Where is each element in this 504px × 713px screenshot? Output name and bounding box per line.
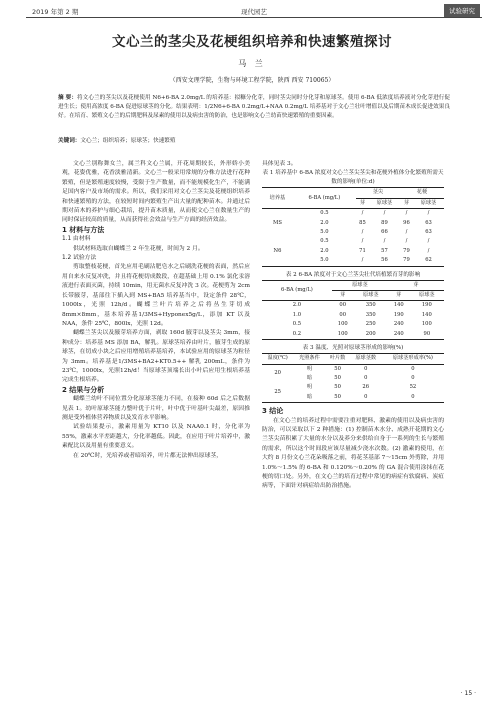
table-cell: 100 bbox=[337, 330, 348, 337]
table-row bbox=[262, 330, 444, 340]
table-cell: 100 bbox=[337, 321, 348, 328]
table-cell: 140 bbox=[393, 302, 404, 309]
page-number: · 15 · bbox=[460, 690, 476, 697]
table1-header-stalk: 花梗 bbox=[400, 188, 444, 198]
results-paragraph-1: 蝴蝶兰幼叶不同位置分化原球茎能力不同，在接种 60d 后之后数据见表 1。幼叶原球茎能力整叶优于片叶，叶中优于叶基叶尖最差，原因推测是受外植体营养物质以及发育水平影响。 bbox=[62, 396, 250, 421]
abstract-text: 将文心兰的茎尖以及花梗使用 N6+6-BA 2.0mg/L 的培养基：拟糠分化芽，同时茎尖同时分化芽和原球茎。使用 6-BA 低浓度培养液对分化芽进行促进生长；使用高浓度 6-BA 促进原球茎的分化。结果表明：1/2N6+6-BA 0.2mg/L+NAA 0.2mg/L 培养基对于文心兰壮叶增值以及后期苗木成长促进效果良好。在培育、繁殖文心兰的后期肥料及尿素的使用以及病虫害的防治，也是影响文心兰幼苗快速繁殖的重要因素。 bbox=[58, 95, 450, 119]
table-cell: / bbox=[361, 229, 364, 236]
table-cell: 62 bbox=[425, 257, 432, 264]
table-row bbox=[262, 383, 444, 392]
table-cell: MS bbox=[273, 219, 282, 226]
right-column bbox=[262, 160, 444, 492]
table-cell: 79 bbox=[403, 247, 410, 254]
continued-text: 具体见表 3。 bbox=[262, 161, 297, 167]
conclusion-paragraph: 在文心兰的培养过程中需要注重对肥料、激素的使用以及病虫害的防治，可以采取以下 2 种措施：(1) 控制苗木水分、成熟开花期的文心兰茎尖苗积累了大量的水分以及养分来供给自身于一系列的生长与繁殖的需求，所以这个时间段应该尽量减少浇水次数。(2) 激素的使用，在大约 8 月份文心兰花朵吸落之前，将花茎基部 7～15cm 外剪除，并用 1.0%～1.5% 的 6-BA 和 0.120%～0.20% 的 GA 混合使用涂抹在花梗的切口处。另外，在文心兰的培育过程中常见的病症有软腐病、炭疽病等，下面针对病症给出防治措施。 bbox=[262, 417, 444, 490]
table-cell: 89 bbox=[381, 219, 388, 226]
table-cell: / bbox=[427, 210, 430, 217]
section-heading-3: 3 结论 bbox=[262, 407, 284, 416]
subsection-heading-1-1: 1.1 由材料 bbox=[62, 236, 91, 243]
table-row bbox=[262, 301, 444, 311]
table1-subheader: 芽 bbox=[400, 198, 413, 208]
table-cell: 5.0 bbox=[320, 229, 329, 236]
table-cell: 20 bbox=[274, 370, 281, 377]
table-cell: 0 bbox=[364, 365, 368, 372]
table-cell: 63 bbox=[425, 229, 432, 236]
table1-subheader: 原球茎 bbox=[369, 198, 400, 208]
table-row bbox=[262, 237, 444, 246]
table-cell: 96 bbox=[403, 219, 410, 226]
table1-header-medium: 培养基 bbox=[262, 188, 293, 209]
table2-header-tip: 原球茎 bbox=[332, 280, 388, 290]
table2-subheader: 芽 bbox=[332, 291, 354, 301]
table2-caption: 表 2 6-BA 浓度对于文心兰茎尖壮代培植繁育芽的影响 bbox=[285, 271, 421, 278]
keywords bbox=[58, 136, 450, 144]
table3-header: 温度(℃) bbox=[262, 354, 293, 364]
table-cell: 明 bbox=[306, 365, 313, 372]
table-cell: 250 bbox=[365, 321, 376, 328]
keywords-label: 关键词： bbox=[58, 138, 81, 144]
table-cell: N6 bbox=[273, 247, 282, 254]
left-column bbox=[62, 160, 250, 461]
table-cell: 200 bbox=[365, 330, 376, 337]
table-cell: 25 bbox=[274, 389, 281, 396]
table-cell: 0.2 bbox=[292, 330, 302, 337]
table2 bbox=[262, 280, 444, 340]
table-cell: 100 bbox=[421, 321, 432, 328]
table-cell: / bbox=[361, 238, 364, 245]
table-cell: / bbox=[405, 238, 408, 245]
table-cell: 50 bbox=[334, 384, 341, 391]
table-cell: 0 bbox=[411, 365, 415, 372]
table-cell: 79 bbox=[403, 257, 410, 264]
table-cell: 350 bbox=[365, 311, 376, 318]
table1-subheader: 原球茎 bbox=[413, 198, 444, 208]
table-cell: 0.5 bbox=[320, 210, 329, 217]
table1-caption: 表 1 培养基中 6-BA 浓度对文心兰茎尖茎尖和花梗外植体分化繁殖所需天数的影响(单位:d) bbox=[262, 170, 444, 186]
table-cell: / bbox=[405, 210, 408, 217]
table-cell: 5.0 bbox=[320, 257, 329, 264]
table-cell: 2.0 bbox=[292, 302, 302, 309]
table-cell: 190 bbox=[393, 311, 404, 318]
table1-header-ba: 6-BA (mg/L) bbox=[293, 188, 356, 209]
table2-subheader: 芽 bbox=[388, 291, 410, 301]
table-cell: 66 bbox=[381, 229, 388, 236]
table-cell: 0 bbox=[411, 374, 415, 381]
subsection-heading-1-2: 1.2 试验方法 bbox=[62, 255, 97, 262]
table2-header-ba: 6-BA (mg/L) bbox=[262, 280, 332, 301]
table-cell: 00 bbox=[339, 311, 347, 318]
journal-name: 现代园艺 bbox=[241, 8, 267, 16]
table-row bbox=[262, 320, 444, 329]
issue-label: 2019 年第 2 期 bbox=[32, 8, 79, 16]
table-cell: 00 bbox=[339, 302, 347, 309]
table3-header: 光照条件 bbox=[293, 354, 325, 364]
table-cell: 0 bbox=[364, 393, 368, 400]
table2-header-bud: 芽 bbox=[388, 280, 444, 290]
table-cell: 2.0 bbox=[320, 247, 329, 254]
keywords-text: 文心兰；组织培养；原球茎；快速繁殖 bbox=[80, 138, 176, 144]
table-cell: / bbox=[361, 257, 364, 264]
table-cell: / bbox=[383, 238, 386, 245]
table-cell: 暗 bbox=[306, 393, 313, 400]
running-header bbox=[26, 4, 482, 18]
methods-paragraph-2: 蝴蝶兰茎尖以及腋芽培养方面，剥取 160d 腋芽以及茎尖 3mm，接种成分：培养基 MS 添加 BA，解乳。原球茎培养由叶片，腋芽生成的原球茎，在切成小块之后应用增殖培养基培养，本试验应用的原球茎为粒径为 3mm。培养基是1/3MS+BA2+KT0.5++ 解乳 200mL，条件为 23℃，1000lx，光照12h/d！当原球茎顶端长出小叶后应用生根培养基完成生根培养。 bbox=[62, 330, 250, 384]
table-cell: 56 bbox=[381, 257, 388, 264]
methods-paragraph-1: 剪取整枝花梗，首先应用毛刷沾肥皂水之后刷洗花梗的表面，然后应用自来水反复冲洗，并且将花梗切成数段，在超基础上用 0.1% 氯化汞溶液进行表面灭菌，持续 10min，用无菌水反复冲洗 3 次。花梗剪为 2cm 长带腋芽，基部往下插入到 MS+BA5 培养基当中，设定条件 28℃，1000lx，光照 12h/d。蝴蝶兰叶片培养之后将丛生芽切成 8mm×8mm，基本培养基1/3MS+Hyponex5g/L，添加 KT 以及 NAA，条件 25℃，800lx，光照 12d。 bbox=[62, 264, 250, 327]
section-heading-2: 2 结果与分析 bbox=[62, 385, 105, 394]
table-cell: 57 bbox=[381, 247, 388, 254]
table-cell: 85 bbox=[359, 219, 366, 226]
table-cell: 明 bbox=[306, 384, 313, 391]
table1 bbox=[262, 187, 444, 266]
table-cell: 0.5 bbox=[292, 321, 302, 328]
table-cell: 71 bbox=[359, 247, 366, 254]
table-cell: 26 bbox=[362, 384, 370, 391]
table1-header-tip: 茎尖 bbox=[356, 188, 400, 198]
table-cell: 52 bbox=[409, 384, 417, 391]
materials-paragraph: 供试材料选取自蝴蝶兰 2 年生花梗，时间为 2 月。 bbox=[73, 245, 204, 252]
table-cell: 140 bbox=[421, 311, 432, 318]
section-heading-1: 1 材料与方法 bbox=[62, 225, 105, 234]
table-cell: 暗 bbox=[306, 374, 313, 381]
table3-header: 原球茎形成率(%) bbox=[382, 354, 444, 364]
table-cell: 50 bbox=[334, 374, 341, 381]
author: 马 兰 bbox=[238, 59, 266, 68]
table3 bbox=[262, 353, 444, 403]
table-cell: 0 bbox=[364, 374, 368, 381]
abstract-label: 摘 要： bbox=[58, 95, 78, 101]
intro-paragraph: 文心兰别称舞女兰，属兰科文心兰属，开花周期较长，外形娇小美观，花姿优雅，花香淡雅清新。文心兰一般采用常规的分株方法进行花种繁殖，但是繁殖速度较慢，受限于生产数量，而不能规模化生产，不能满足国内客户及市场的需求。所以，我们采用对文心兰茎尖及花梗组织培养和快速繁殖的方法，在较短时间内繁殖生产出大量的配种苗木。并通过后期对苗木的养护与细心栽培，提升苗木质量，从而使文心兰在数量生产的同时保证较高的质量，从而获得社会效益与生产方面的经济效益。 bbox=[62, 161, 250, 224]
table-cell: / bbox=[427, 238, 430, 245]
table-cell: 190 bbox=[421, 302, 432, 309]
table-cell: / bbox=[405, 229, 408, 236]
paper-title: 文心兰的茎尖及花梗组织培养和快速繁殖探讨 bbox=[112, 34, 392, 50]
table-cell: 240 bbox=[393, 330, 404, 337]
table-cell: 1.0 bbox=[292, 311, 302, 318]
section-badge: 试验研究 bbox=[444, 4, 480, 17]
table3-header: 原球茎数 bbox=[350, 354, 382, 364]
table-cell: 240 bbox=[393, 321, 404, 328]
table-cell: 350 bbox=[365, 302, 376, 309]
table-row bbox=[262, 209, 444, 219]
table2-subheader: 原球茎 bbox=[354, 291, 388, 301]
table2-subheader: 原球茎 bbox=[410, 291, 444, 301]
table3-header: 叶片数 bbox=[326, 354, 350, 364]
table-cell: 2.0 bbox=[320, 219, 329, 226]
table-cell: 0 bbox=[411, 393, 415, 400]
results-paragraph-3: 在 20℃时，光培养或者暗培养，叶片都无法伸出原球茎， bbox=[73, 452, 223, 459]
abstract bbox=[58, 94, 450, 121]
affiliation: （西安文理学院，生物与环境工程学院，陕西 西安 710065） bbox=[169, 77, 335, 84]
table-cell: / bbox=[383, 210, 386, 217]
table-cell: / bbox=[427, 247, 430, 254]
table1-subheader: 芽 bbox=[356, 198, 369, 208]
results-paragraph-2: 试验结果提示，激素用量为 KT10 以及 NAA0.1 时，分化率为 55%，激素水平差距越大，分化率越低。因此，在应用于叶片培养中，激素配比以及用量有重要意义。 bbox=[62, 424, 250, 450]
table-cell: / bbox=[361, 210, 364, 217]
table-cell: 63 bbox=[425, 219, 432, 226]
header-divider bbox=[26, 17, 482, 18]
table-cell: 50 bbox=[334, 365, 341, 372]
table-cell: 50 bbox=[334, 393, 341, 400]
table-row bbox=[262, 364, 444, 374]
table-cell: 90 bbox=[423, 330, 431, 337]
table3-caption: 表 3 温度、光照对原球茎形成的影响(%) bbox=[302, 345, 404, 352]
table-cell: 0.5 bbox=[320, 238, 329, 245]
table-row bbox=[262, 311, 444, 320]
